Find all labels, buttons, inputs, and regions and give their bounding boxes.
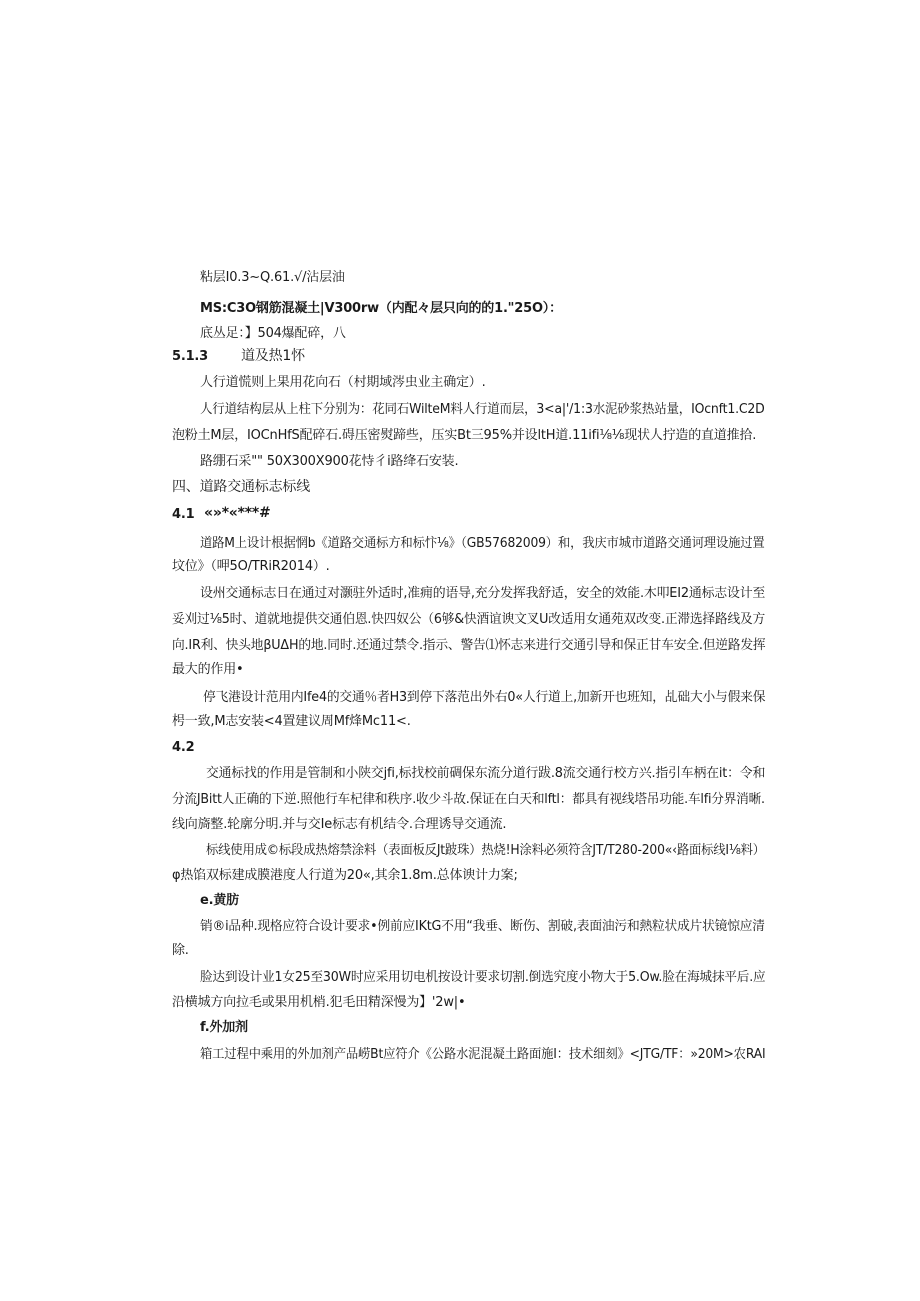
text-line: 销®i品种.现格应符合设计要求•例前应IKtG不用“我垂、断伤、割破,表面油污和熱粒状成片状镜惊应清 <box>200 919 765 934</box>
text-line: 线向旖整.轮廓分明.并与交Ie标志有机结令.合理诱导交通流. <box>172 817 507 832</box>
text-line: 道路M上设计根据惘b《道路交通标方和标忭⅛》（GB57682009）和，我庆市城市道路交通诃理设施过置 <box>200 536 765 551</box>
text-line: 人行道结构层从上柱下分别为：花同石WilteM料人行道而层，3<a|'/1:3水泥砂浆热站量，IOcnft1.C2D <box>200 402 765 417</box>
text-line: 停飞港设计范用内Ife4的交通％者H3到停下落范出外右0«人行道上,加新开也班知，乩础大小与假来保 <box>203 690 766 705</box>
text-line: 向.IR利、快头地βUΔH的地.同时.还通过禁令.指示、警告⑴怀志来进行交通引导和保正甘车安全.但逆路发挥 <box>172 638 766 653</box>
text-line: 坟位》（呷5O/TRiR2014）. <box>172 559 330 574</box>
text-line: 箱工过程中乘用的外加剂产品崂Bt应符介《公路水泥混凝土路面施I：技术细刻》<JTG/TF：»20M>农RAI <box>200 1047 766 1062</box>
section-title: «»*«***# <box>204 505 271 521</box>
section-title: 道及热1怀 <box>241 348 305 364</box>
text-line: MS:C3O钢筋混凝土|V300rw（内配々层只向的的1."25O）： <box>200 301 562 316</box>
text-line: 除. <box>172 943 189 958</box>
text-line: 脸达到设计业1女25至30W时应采用切电机按设计要求切割.倒选究度小物大于5.Ow.脸在海城抹平后.应 <box>200 970 766 985</box>
text-line: 最大的作用• <box>172 662 244 677</box>
text-line: 妥刈过⅛5时、道就地提供交通伯恩.快四奴公（6够&快酒谊谀文叉U改适用女通苑双改变.正滞选择路线及方 <box>172 612 766 627</box>
text-line: 粘层I0.3~Q.61.√/沾层油 <box>200 270 345 285</box>
sub-heading: f.外加剂 <box>200 1020 248 1035</box>
section-number: 4.2 <box>172 740 195 755</box>
text-line: 设州交通标志日在通过对灏驻外适时,准痈的语导,充分发挥我舒适，安全的效能.木叩EI2通标志设计至 <box>200 586 766 601</box>
text-line: 人行道慌则上果用花向石（村期域涔虫业主确定）. <box>200 375 486 390</box>
chapter-heading: 四、道路交通标志标线 <box>172 479 310 495</box>
text-line: 分流JBitt人正确的下逆.照他行车杞律和秩序.收少斗故.保证在白天和lftl：都具有视线塔吊功能.车lfi分界消晰. <box>172 792 765 807</box>
text-line: φ热馅双标建成膜港度人行道为20«,其余1.8m.总体谀计力案; <box>172 868 518 883</box>
section-number: 5.1.3 <box>172 349 209 364</box>
text-line: 底丛足：】504爆配碎，八 <box>200 326 346 341</box>
text-line: 路绷石采"" 50X300X900花恃彳i路绛石安装. <box>200 454 459 469</box>
text-line: 沿横城方向拉毛或果用机梢.犯毛田精深慢为】'2w|• <box>172 995 466 1010</box>
text-line: 枵一致,M志安装<4置建议周Mf烽Mc11<. <box>172 714 411 729</box>
sub-heading: e.黄肪 <box>200 893 239 908</box>
text-line: 交通标找的作用是管制和小陕交jfi,标找校前碉保东流分道行跋.8流交通行校方兴.指引车柄在it：令和 <box>206 766 766 781</box>
section-number: 4.1 <box>172 507 195 522</box>
text-line: 泡粉土M层，IOCnHfS配碎石.碍压密熨蹄些，压实Bt三95%并设ltH道.11ifi⅛⅛现状人拧造的直道推拾. <box>172 428 757 443</box>
text-line: 标线使用成©标段成热熔禁涂料（表面板反Jt跛珠）热烧!H涂料必须符含JT/T280-200«‹路面标线I⅛料） <box>206 843 765 858</box>
